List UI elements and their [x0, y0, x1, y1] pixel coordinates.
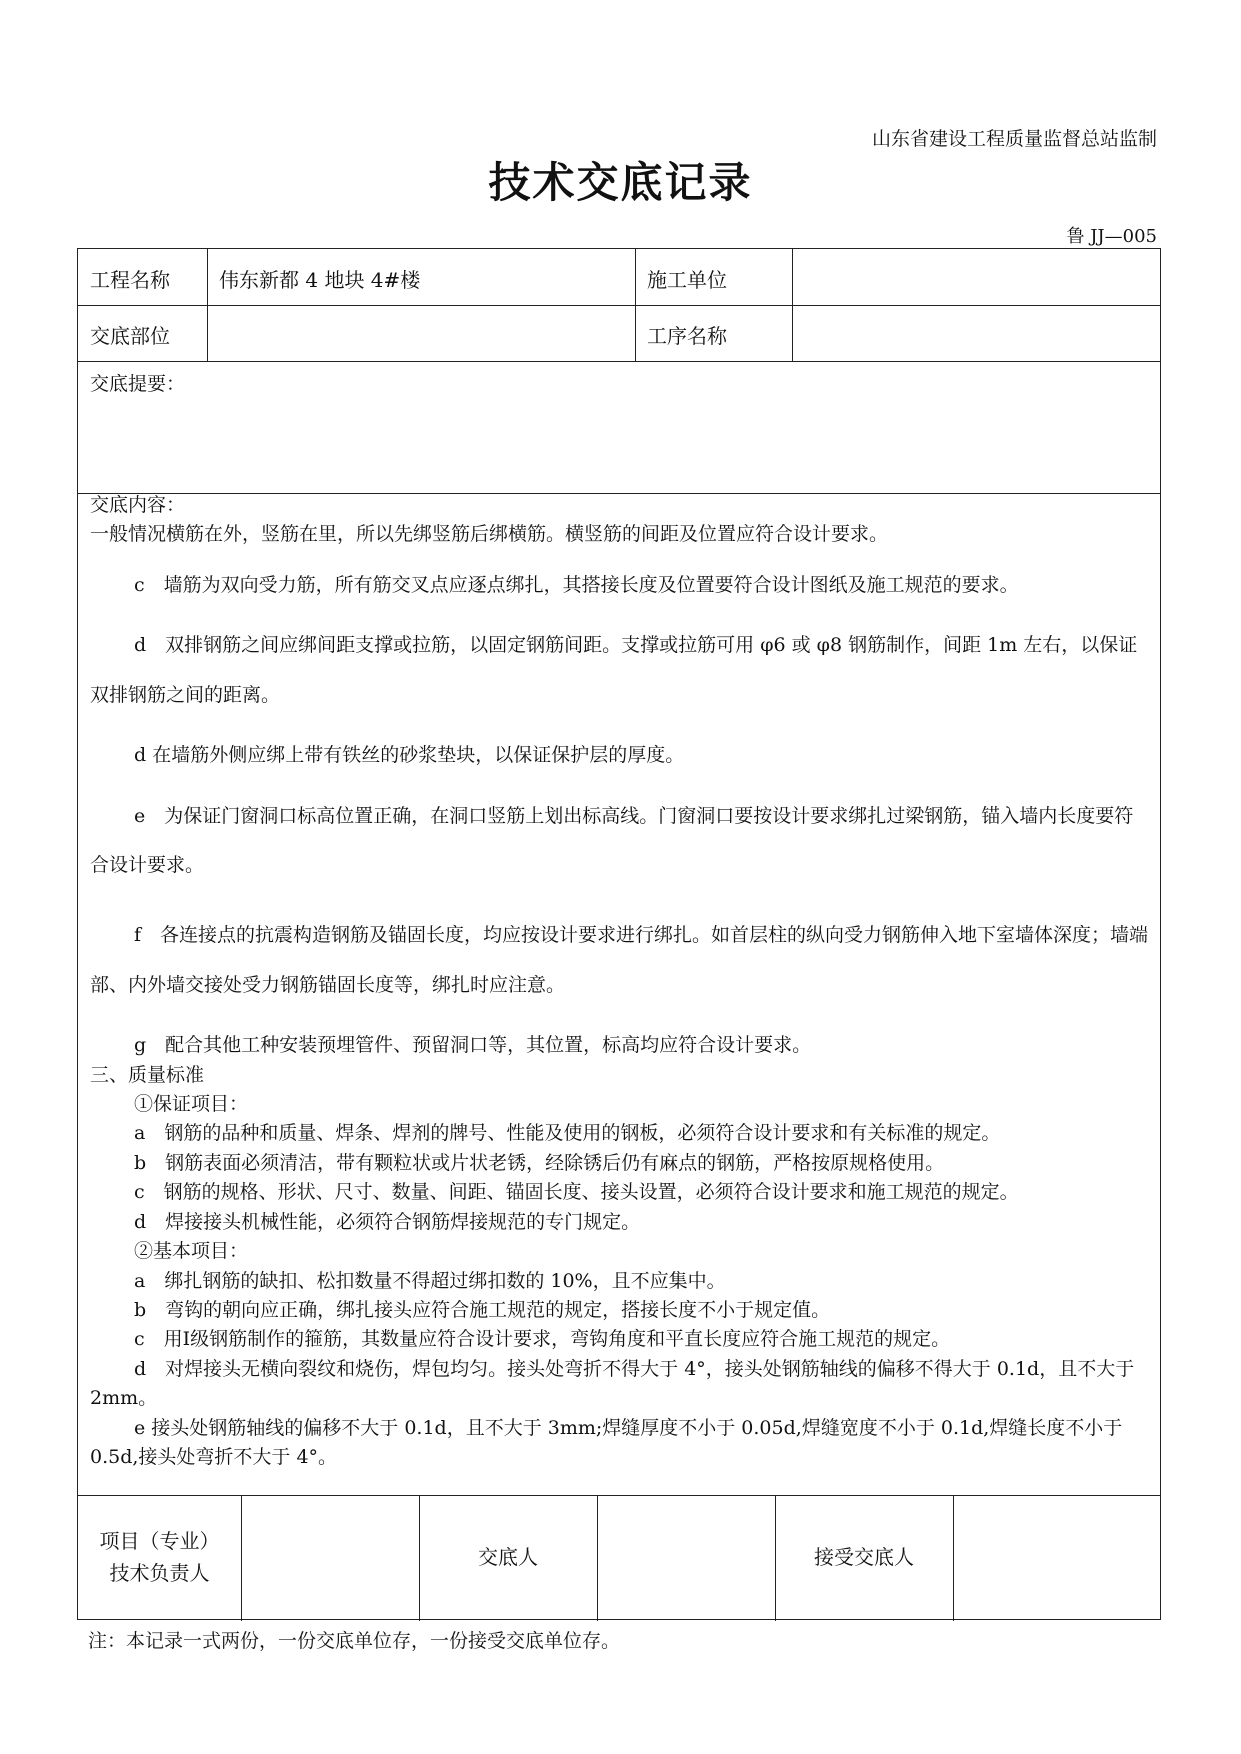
summary-label: 交底提要：: [90, 373, 186, 395]
discloser-signature-box[interactable]: [597, 1494, 775, 1620]
content-paragraph: d 双排钢筋之间应绑间距支撑或拉筋，以固定钢筋间距。支撑或拉筋可用 φ6 或 φ8 钢筋制作，间距 1m 左右，以保证双排钢筋之间的距离。: [90, 634, 1138, 706]
record-form: [77, 248, 1161, 1620]
tech-lead-label-line: 技术负责人: [109, 1561, 210, 1585]
project-name-value[interactable]: 伟东新都 4 地块 4#楼: [219, 268, 421, 292]
process-label: 工序名称: [647, 324, 727, 348]
col-divider: [207, 249, 208, 361]
basic-item: c 用Ⅰ级钢筋制作的箍筋，其数量应符合设计要求，弯钩角度和平直长度应符合施工规范的规定。: [134, 1328, 951, 1351]
content-paragraph: f 各连接点的抗震构造钢筋及锚固长度，均应按设计要求进行绑扎。如首层柱的纵向受力钢筋伸入地下室墙体深度；墙端部、内外墙交接处受力钢筋锚固长度等，绑扎时应注意。: [90, 924, 1149, 996]
content-paragraph: g 配合其他工种安装预埋管件、预留洞口等，其位置，标高均应符合设计要求。: [134, 1034, 812, 1057]
basic-item: b 弯钩的朝向应正确，绑扎接头应符合施工规范的规定，搭接长度不小于规定值。: [134, 1299, 831, 1322]
tech-lead-label: [78, 1494, 241, 1620]
receiver-signature-box[interactable]: [953, 1494, 1162, 1620]
col-divider: [635, 249, 636, 361]
content-paragraph: c 墙筋为双向受力筋，所有筋交叉点应逐点绑扎，其搭接长度及位置要符合设计图纸及施工规范的要求。: [134, 573, 1019, 596]
construction-unit-label: 施工单位: [647, 268, 727, 292]
document-number: 鲁 JJ—005: [1066, 226, 1157, 247]
guarantee-item: c 钢筋的规格、形状、尺寸、数量、间距、锚固长度、接头设置，必须符合设计要求和施工规范的规定。: [134, 1181, 1019, 1204]
basic-item: d 对焊接头无横向裂纹和烧伤，焊包均匀。接头处弯折不得大于 4°，接头处钢筋轴线的偏移不得大于 0.1d，且不大于 2mm。: [90, 1357, 1135, 1410]
disclosure-content: [90, 491, 1150, 1473]
row-divider: [78, 305, 1160, 306]
tech-lead-label-line: 项目（专业）: [99, 1529, 220, 1553]
page-title: 技术交底记录: [488, 158, 753, 207]
content-paragraph: 一般情况横筋在外，竖筋在里，所以先绑竖筋后绑横筋。横竖筋的间距及位置应符合设计要求。: [90, 523, 889, 546]
tech-lead-signature-box[interactable]: [241, 1494, 419, 1620]
location-label: 交底部位: [90, 324, 170, 348]
content-paragraph: d 在墙筋外侧应绑上带有铁丝的砂浆垫块，以保证保护层的厚度。: [134, 744, 685, 767]
content-label: 交底内容：: [90, 494, 186, 516]
guarantee-item: b 钢筋表面必须清洁，带有颗粒状或片状老锈，经除锈后仍有麻点的钢筋，严格按原规格使用。: [134, 1151, 945, 1174]
receiver-label: 接受交底人: [814, 1545, 914, 1569]
discloser-label: 交底人: [478, 1545, 538, 1569]
guarantee-item: a 钢筋的品种和质量、焊条、焊剂的牌号、性能及使用的钢板，必须符合设计要求和有关标准的规定。: [134, 1122, 1001, 1145]
guarantee-item: d 焊接接头机械性能，必须符合钢筋焊接规范的专门规定。: [134, 1210, 641, 1233]
row-divider: [78, 361, 1160, 362]
col-divider: [792, 249, 793, 361]
footer-note: 注：本记录一式两份，一份交底单位存，一份接受交底单位存。: [88, 1630, 621, 1652]
guarantee-heading: ①保证项目：: [134, 1092, 249, 1115]
project-name-label: 工程名称: [90, 268, 170, 292]
basic-heading: ②基本项目：: [134, 1240, 249, 1263]
quality-heading: 三、质量标准: [90, 1063, 205, 1086]
content-paragraph: e 为保证门窗洞口标高位置正确，在洞口竖筋上划出标高线。门窗洞口要按设计要求绑扎过梁钢筋，锚入墙内长度要符合设计要求。: [90, 804, 1134, 876]
supervisor-line: 山东省建设工程质量监督总站监制: [871, 128, 1157, 150]
basic-item: e 接头处钢筋轴线的偏移不大于 0.1d，且不大于 3mm;焊缝厚度不小于 0.05d,焊缝宽度不小于 0.1d,焊缝长度不小于 0.5d,接头处弯折不大于 4°。: [90, 1416, 1123, 1469]
basic-item: a 绑扎钢筋的缺扣、松扣数量不得超过绑扣数的 10%，且不应集中。: [134, 1269, 726, 1292]
